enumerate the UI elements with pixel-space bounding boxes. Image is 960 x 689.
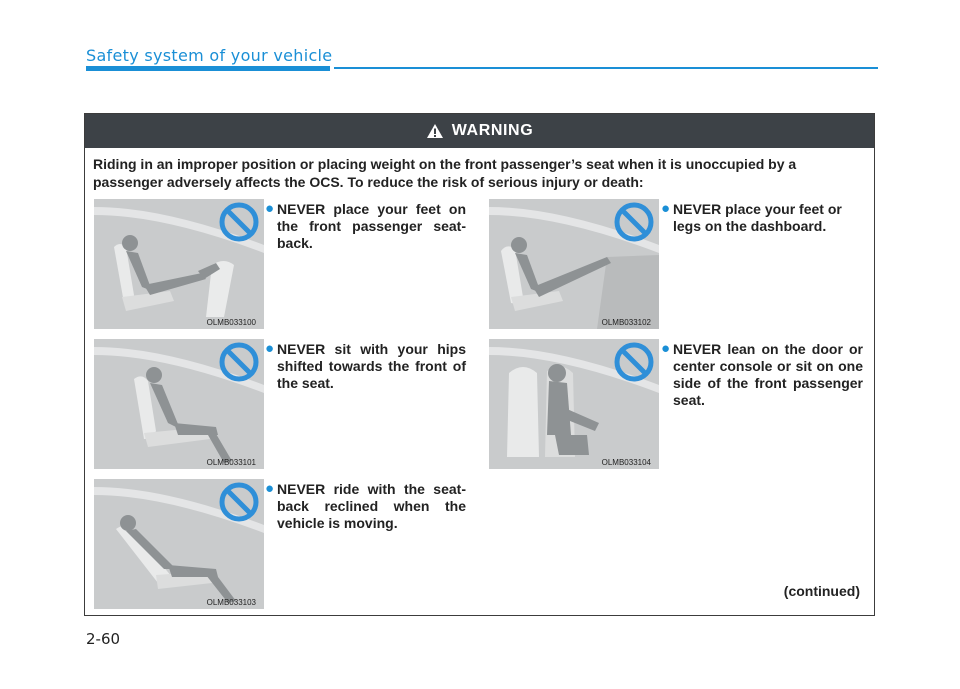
illustration-code: OLMB033104 [601,458,651,467]
bullet-item [265,340,466,392]
header-rule-thin [334,67,878,69]
section-title: Safety system of your vehicle [86,46,333,65]
illustration-hips-shifted [94,339,264,469]
warning-label: WARNING [451,122,534,139]
continued-label: (continued) [783,583,860,599]
illustration-code: OLMB033101 [206,458,256,467]
bullet-text: NEVER lean on the door or center console or sit on one side of the front passenger seat. [673,341,863,408]
prohibition-icon [218,201,260,243]
bullet-dot-icon: ● [661,200,671,217]
bullet-dot-icon: ● [265,480,275,497]
warning-intro: Riding in an improper position or placing weight on the front passenger’s seat when it is unoccupied by a passenger adversely affects the OCS. To reduce the risk of serious injury or death: [93,156,797,190]
warning-triangle-icon [426,123,444,139]
warning-box [84,113,875,616]
bullet-item [265,200,466,252]
prohibition-icon [613,201,655,243]
bullet-dot-icon: ● [265,340,275,357]
warning-header-bar [85,114,874,148]
illustration-leaning-on-door [489,339,659,469]
header-rule-thick [86,66,330,71]
illustration-code: OLMB033100 [206,318,256,327]
bullet-text: NEVER place your feet on the front passenger seat-back. [277,201,466,251]
bullet-dot-icon: ● [661,340,671,357]
bullet-item [661,340,863,409]
illustration-code: OLMB033102 [601,318,651,327]
illustration-feet-on-seatback [94,199,264,329]
prohibition-icon [613,341,655,383]
bullet-dot-icon: ● [265,200,275,217]
illustration-feet-on-dashboard [489,199,659,329]
bullet-item [265,480,466,532]
prohibition-icon [218,341,260,383]
prohibition-icon [218,481,260,523]
bullet-text: NEVER sit with your hips shifted towards the front of the seat. [277,341,466,391]
bullet-item [661,200,863,235]
page-number: 2-60 [86,630,121,648]
illustration-seatback-reclined [94,479,264,609]
bullet-text: NEVER place your feet or legs on the dashboard. [673,201,842,234]
illustration-code: OLMB033103 [206,598,256,607]
bullet-text: NEVER ride with the seat-back reclined when the vehicle is moving. [277,481,466,531]
